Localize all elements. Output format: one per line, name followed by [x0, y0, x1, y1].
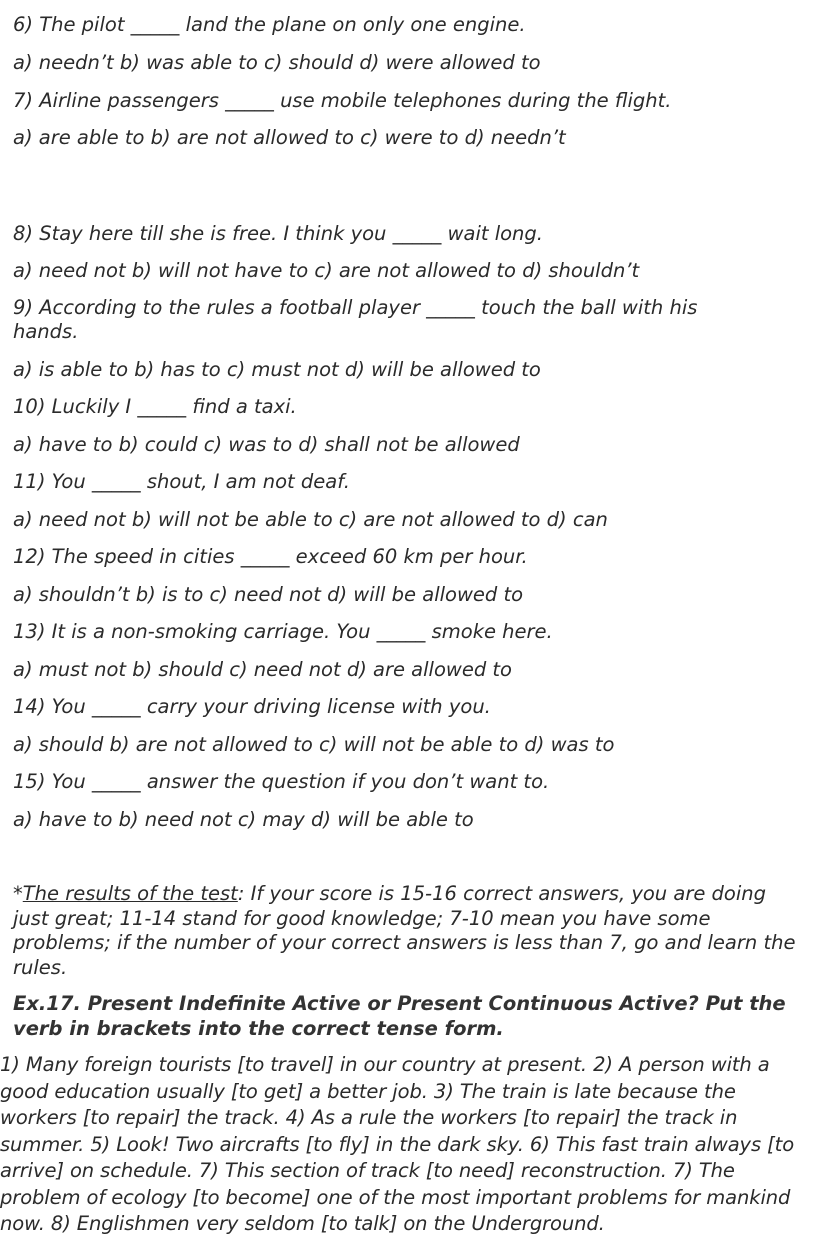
question-15: 15) You _____ answer the question if you don’t want to. — [13, 770, 550, 793]
test-results-note — [13, 882, 803, 980]
question-7: 7) Airline passengers _____ use mobile telephones during the flight. — [13, 89, 672, 112]
question-14: 14) You _____ carry your driving license with you. — [13, 695, 491, 718]
answers-13: a) must not b) should c) need not d) are allowed to — [13, 658, 512, 681]
question-13: 13) It is a non-smoking carriage. You _____ smoke here. — [13, 620, 553, 643]
answers-6: a) needn’t b) was able to c) should d) were allowed to — [13, 51, 541, 74]
question-10: 10) Luckily I _____ find a taxi. — [13, 395, 297, 418]
answers-10: a) have to b) could c) was to d) shall not be allowed — [13, 433, 520, 456]
question-12: 12) The speed in cities _____ exceed 60 km per hour. — [13, 545, 528, 568]
question-8: 8) Stay here till she is free. I think you _____ wait long. — [13, 222, 543, 245]
answers-12: a) shouldn’t b) is to c) need not d) will be allowed to — [13, 583, 524, 606]
answers-8: a) need not b) will not have to c) are not allowed to d) shouldn’t — [13, 259, 640, 282]
answers-7: a) are able to b) are not allowed to c) were to d) needn’t — [13, 126, 566, 149]
results-text: : If your score is 15-16 correct answers, you are doing just great; 11-14 stand for good knowledge; 7-10 mean you have some problems; if the number of your correct answers is less than 7, go and learn the rules. — [13, 882, 796, 979]
exercise-title: Ex.17. Present Indefinite Active or Present Continuous Active? Put the verb in brackets into the correct tense form. — [13, 992, 786, 1040]
results-star: * — [13, 882, 23, 905]
question-9-line-2: hands. — [13, 320, 79, 343]
question-9-line-1: 9) According to the rules a football player _____ touch the ball with his — [13, 296, 698, 319]
results-label: The results of the test — [22, 882, 238, 905]
answers-14: a) should b) are not allowed to c) will not be able to d) was to — [13, 733, 615, 756]
answers-9: a) is able to b) has to c) must not d) will be allowed to — [13, 358, 541, 381]
answers-11: a) need not b) will not be able to c) are not allowed to d) can — [13, 508, 608, 531]
question-11: 11) You _____ shout, I am not deaf. — [13, 470, 350, 493]
exercise-body: 1) Many foreign tourists [to travel] in our country at present. 2) A person with a good education usually [to get] a better job. 3) The train is late because the workers [to repair] the track. 4) As a rule the workers [to repair] the track in summer. 5) Look! Two aircrafts [to fly] in the dark sky. 6) This fast train always [to arrive] on schedule. 7) This section of track [to need] reconstruction. 7) The problem of ecology [to become] one of the most important problems for mankind now. 8) Englishmen very seldom [to talk] on the Underground. — [0, 1053, 795, 1235]
answers-15: a) have to b) need not c) may d) will be able to — [13, 808, 474, 831]
question-6: 6) The pilot _____ land the plane on only one engine. — [13, 13, 526, 36]
